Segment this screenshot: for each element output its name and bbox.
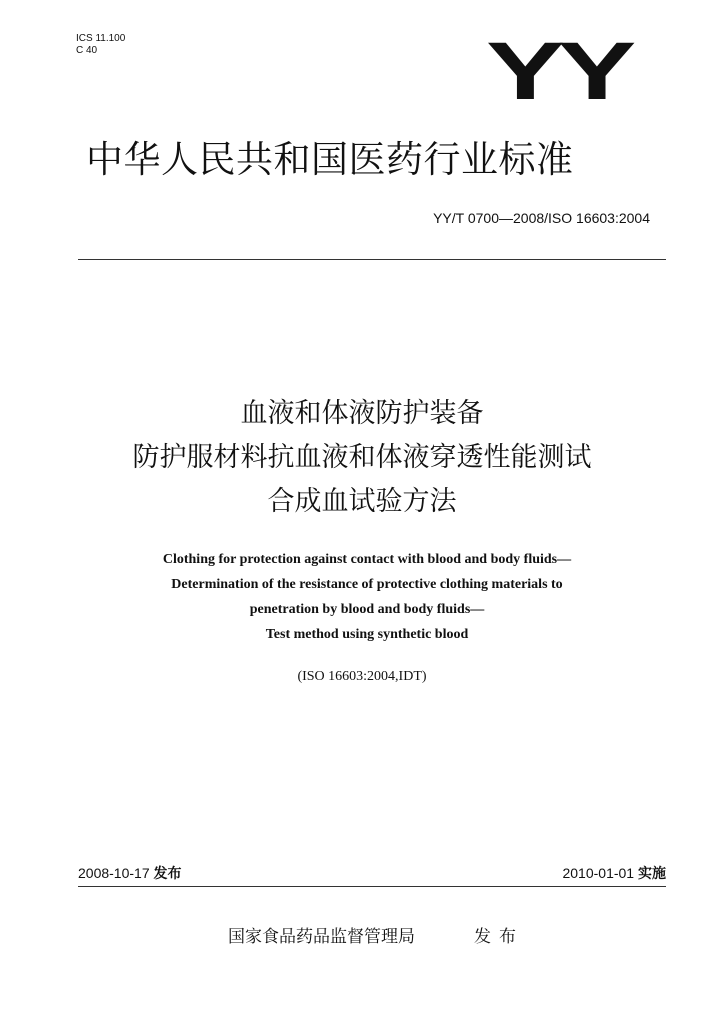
classification-codes bbox=[76, 33, 125, 57]
yy-logo: YY bbox=[486, 25, 630, 117]
english-title-line-3: penetration by blood and body fluids— bbox=[249, 602, 485, 617]
english-title bbox=[0, 547, 724, 647]
chinese-title-line-3: 合成血试验方法 bbox=[267, 486, 457, 517]
chinese-title bbox=[0, 392, 724, 524]
issue-label: 发布 bbox=[474, 927, 524, 947]
header-divider bbox=[78, 259, 666, 260]
publish-date: 2008-10-17 bbox=[78, 865, 150, 881]
implement-label: 实施 bbox=[638, 866, 666, 882]
publish-label: 发布 bbox=[153, 866, 182, 882]
footer-divider bbox=[78, 886, 666, 887]
english-title-line-4: Test method using synthetic blood bbox=[265, 627, 469, 642]
english-title-line-2: Determination of the resistance of protective clothing materials to bbox=[171, 577, 563, 592]
english-title-line-1: Clothing for protection against contact with blood and body fluids— bbox=[162, 552, 572, 567]
ics-code: ICS 11.100 bbox=[76, 33, 126, 44]
ccs-code: C 40 bbox=[76, 45, 98, 56]
implement-date: 2010-01-01 bbox=[562, 865, 635, 881]
implement-date-block bbox=[562, 863, 666, 883]
publish-date-block bbox=[78, 863, 182, 883]
national-standard-title: 中华人民共和国医药行业标准 bbox=[86, 138, 574, 181]
issuing-authority: 国家食品药品监督管理局 bbox=[228, 927, 415, 947]
standard-number: YY/T 0700—2008/ISO 16603:2004 bbox=[433, 210, 650, 226]
chinese-title-line-2: 防护服材料抗血液和体液穿透性能测试 bbox=[132, 442, 592, 473]
iso-reference: (ISO 16603:2004,IDT) bbox=[297, 669, 427, 684]
chinese-title-line-1: 血液和体液防护装备 bbox=[240, 398, 484, 429]
